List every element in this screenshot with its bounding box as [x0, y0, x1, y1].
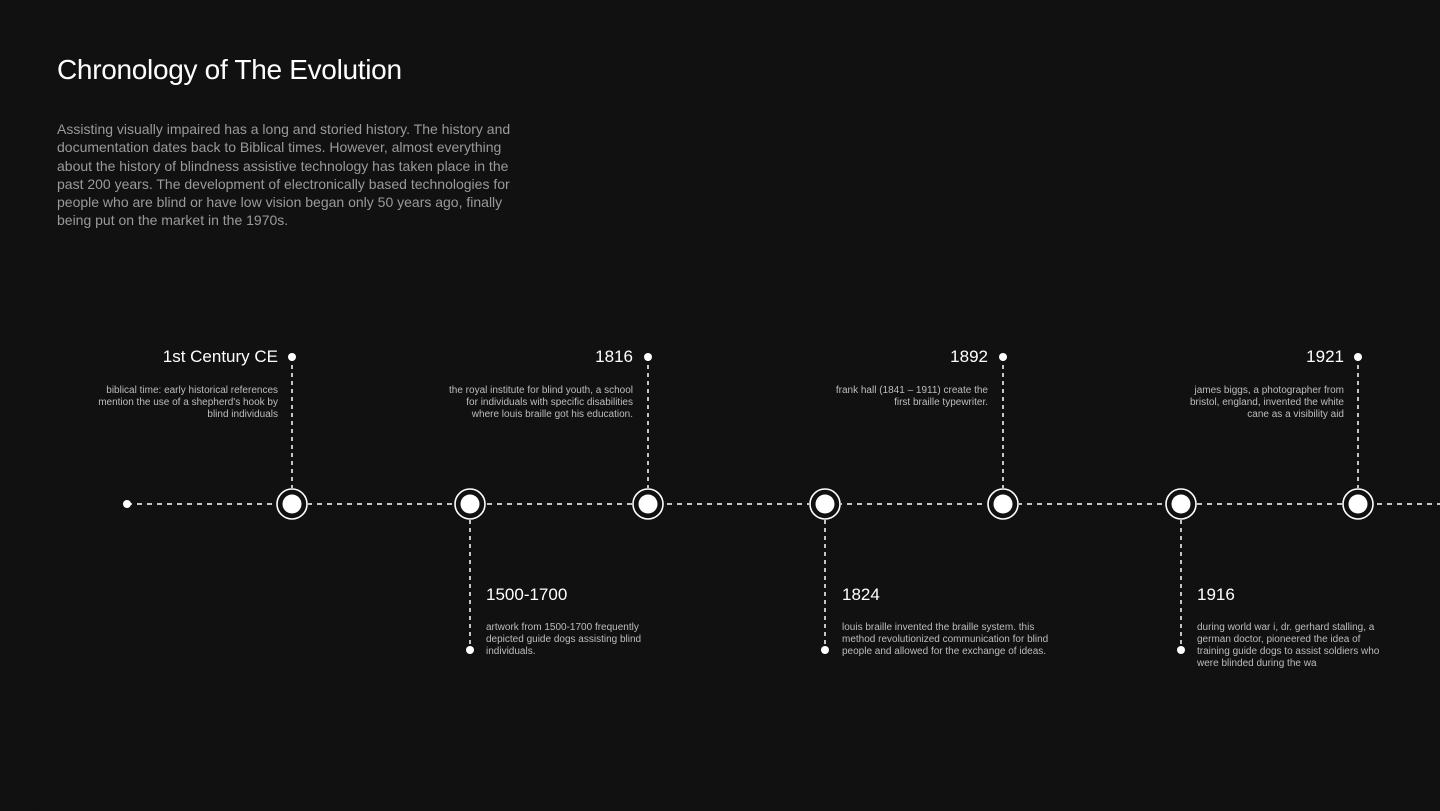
event-desc-1892: frank hall (1841 – 1911) create the first braille typewriter.	[835, 385, 988, 408]
event-year-1st-century: 1st Century CE	[162, 347, 278, 366]
node-center	[283, 495, 302, 514]
node-center	[994, 495, 1013, 514]
node-center	[639, 495, 658, 514]
connector-end-dot	[288, 353, 296, 361]
node-center	[1349, 495, 1368, 514]
event-desc-1816: the royal institute for blind youth, a school for individuals with specific disabilities where louis braille got his education.	[449, 385, 633, 420]
event-year-1824: 1824	[842, 585, 880, 604]
event-year-1916: 1916	[1197, 585, 1235, 604]
intro-paragraph: Assisting visually impaired has a long and storied history. The history and documentation dates back to Biblical times. However, almost everything about the history of blindness assistive technology has taken place in the past 200 years. The development of electronically based technologies for people who are blind or have low vision began only 50 years ago, finally being put on the market in the 1970s.	[57, 121, 511, 229]
event-desc-1st-century: biblical time: early historical references mention the use of a shepherd's hook by blind individuals	[98, 385, 278, 420]
node-center	[1172, 495, 1191, 514]
connector-end-dot	[1354, 353, 1362, 361]
connector-end-dot	[1177, 646, 1185, 654]
event-year-1892: 1892	[950, 347, 988, 366]
event-desc-1921: james biggs, a photographer from bristol, england, invented the white cane as a visibility aid	[1190, 385, 1344, 420]
event-year-1816: 1816	[595, 347, 633, 366]
connector-end-dot	[466, 646, 474, 654]
page-title: Chronology of The Evolution	[57, 54, 402, 85]
connector-end-dot	[999, 353, 1007, 361]
node-center	[461, 495, 480, 514]
connector-end-dot	[821, 646, 829, 654]
node-center	[816, 495, 835, 514]
event-year-1500-1700: 1500-1700	[486, 585, 568, 604]
event-desc-1500-1700: artwork from 1500-1700 frequently depicted guide dogs assisting blind individuals.	[486, 622, 642, 657]
connector-end-dot	[644, 353, 652, 361]
event-desc-1916: during world war i, dr. gerhard stalling, a german doctor, pioneered the idea of training guide dogs to assist soldiers who were blinded during the wa	[1197, 622, 1380, 669]
event-desc-1824: louis braille invented the braille system. this method revolutionized communication for blind people and allowed for the exchange of ideas.	[842, 622, 1049, 657]
event-year-1921: 1921	[1306, 347, 1344, 366]
timeline-start-dot	[123, 500, 131, 508]
